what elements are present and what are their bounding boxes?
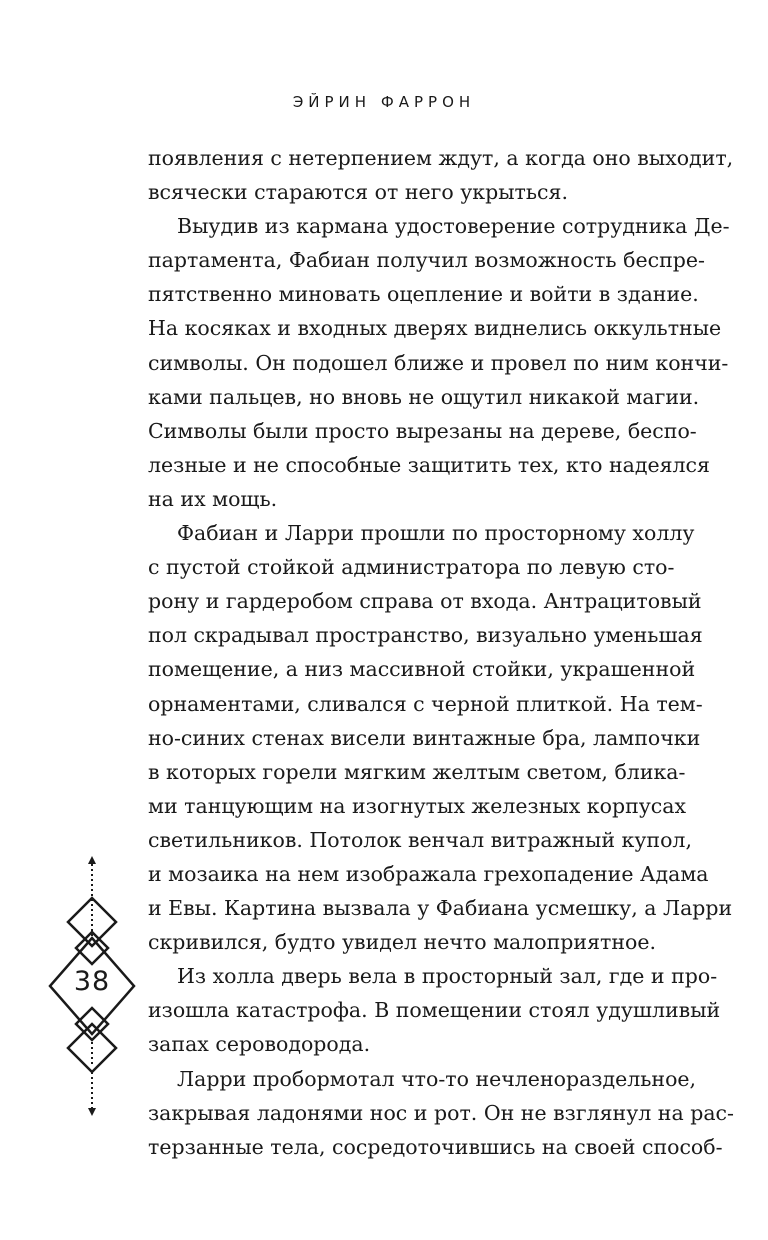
text-line: лезные и не способные защитить тех, кто надеялся bbox=[148, 452, 710, 477]
text-line: в которых горели мягким желтым светом, блика- bbox=[148, 759, 686, 784]
text-line: закрывая ладонями нос и рот. Он не взглянул на рас- bbox=[148, 1100, 734, 1125]
paragraph bbox=[148, 1062, 734, 1164]
text-line: с пустой стойкой администратора по левую сто- bbox=[148, 555, 675, 580]
text-line: Выудив из кармана удостоверение сотрудника Де- bbox=[177, 214, 730, 239]
arrow-down-icon bbox=[88, 1108, 96, 1116]
paragraph bbox=[148, 209, 730, 516]
page-number-ornament bbox=[46, 852, 138, 1120]
text-line: на их мощь. bbox=[148, 486, 278, 511]
text-line: символы. Он подошел ближе и провел по ним кончи- bbox=[148, 350, 729, 375]
text-line: появления с нетерпением ждут, а когда оно выходит, bbox=[148, 146, 734, 170]
text-line: терзанные тела, сосредоточившись на своей способ- bbox=[148, 1134, 723, 1159]
text-line: и мозаика на нем изображала грехопадение Адама bbox=[148, 861, 709, 886]
text-line: Из холла дверь вела в просторный зал, где и про- bbox=[177, 964, 718, 989]
page-number: 38 bbox=[73, 966, 111, 997]
text-line: партамента, Фабиан получил возможность беспре- bbox=[148, 248, 705, 273]
text-line: ками пальцев, но вновь не ощутил никакой магии. bbox=[148, 384, 700, 409]
running-head: ЭЙРИН ФАРРОН bbox=[292, 93, 476, 111]
text-line: рону и гардеробом справа от входа. Антрацитовый bbox=[148, 589, 702, 614]
text-line: и Евы. Картина вызвала у Фабиана усмешку, а Ларри bbox=[148, 896, 733, 921]
paragraph bbox=[148, 141, 734, 209]
text-line: всячески стараются от него укрыться. bbox=[148, 180, 568, 205]
text-line: пол скрадывал пространство, визуально уменьшая bbox=[148, 623, 703, 648]
paragraph bbox=[148, 516, 733, 959]
arrow-up-icon bbox=[88, 856, 96, 864]
text-line: Ларри пробормотал что-то нечленораздельное, bbox=[177, 1066, 697, 1091]
text-line: но-синих стенах висели винтажные бра, лампочки bbox=[148, 725, 701, 750]
text-line: помещение, а низ массивной стойки, украшенной bbox=[148, 657, 696, 682]
text-line: На косяках и входных дверях виднелись оккультные bbox=[148, 316, 722, 341]
text-line: Символы были просто вырезаны на дереве, беспо- bbox=[148, 418, 697, 443]
paragraph bbox=[148, 959, 721, 1061]
text-line: скривился, будто увидел нечто малоприятное. bbox=[148, 930, 656, 955]
text-line: изошла катастрофа. В помещении стоял удушливый bbox=[148, 998, 721, 1023]
text-line: светильников. Потолок венчал витражный купол, bbox=[148, 827, 692, 852]
text-line: ми танцующим на изогнутых железных корпусах bbox=[148, 793, 687, 818]
text-line: запах сероводорода. bbox=[148, 1032, 371, 1057]
body-text bbox=[148, 141, 734, 1164]
text-line: пятственно миновать оцепление и войти в здание. bbox=[148, 282, 699, 307]
text-line: Фабиан и Ларри прошли по просторному холлу bbox=[177, 521, 695, 546]
text-line: орнаментами, сливался с черной плиткой. На тем- bbox=[148, 691, 703, 716]
